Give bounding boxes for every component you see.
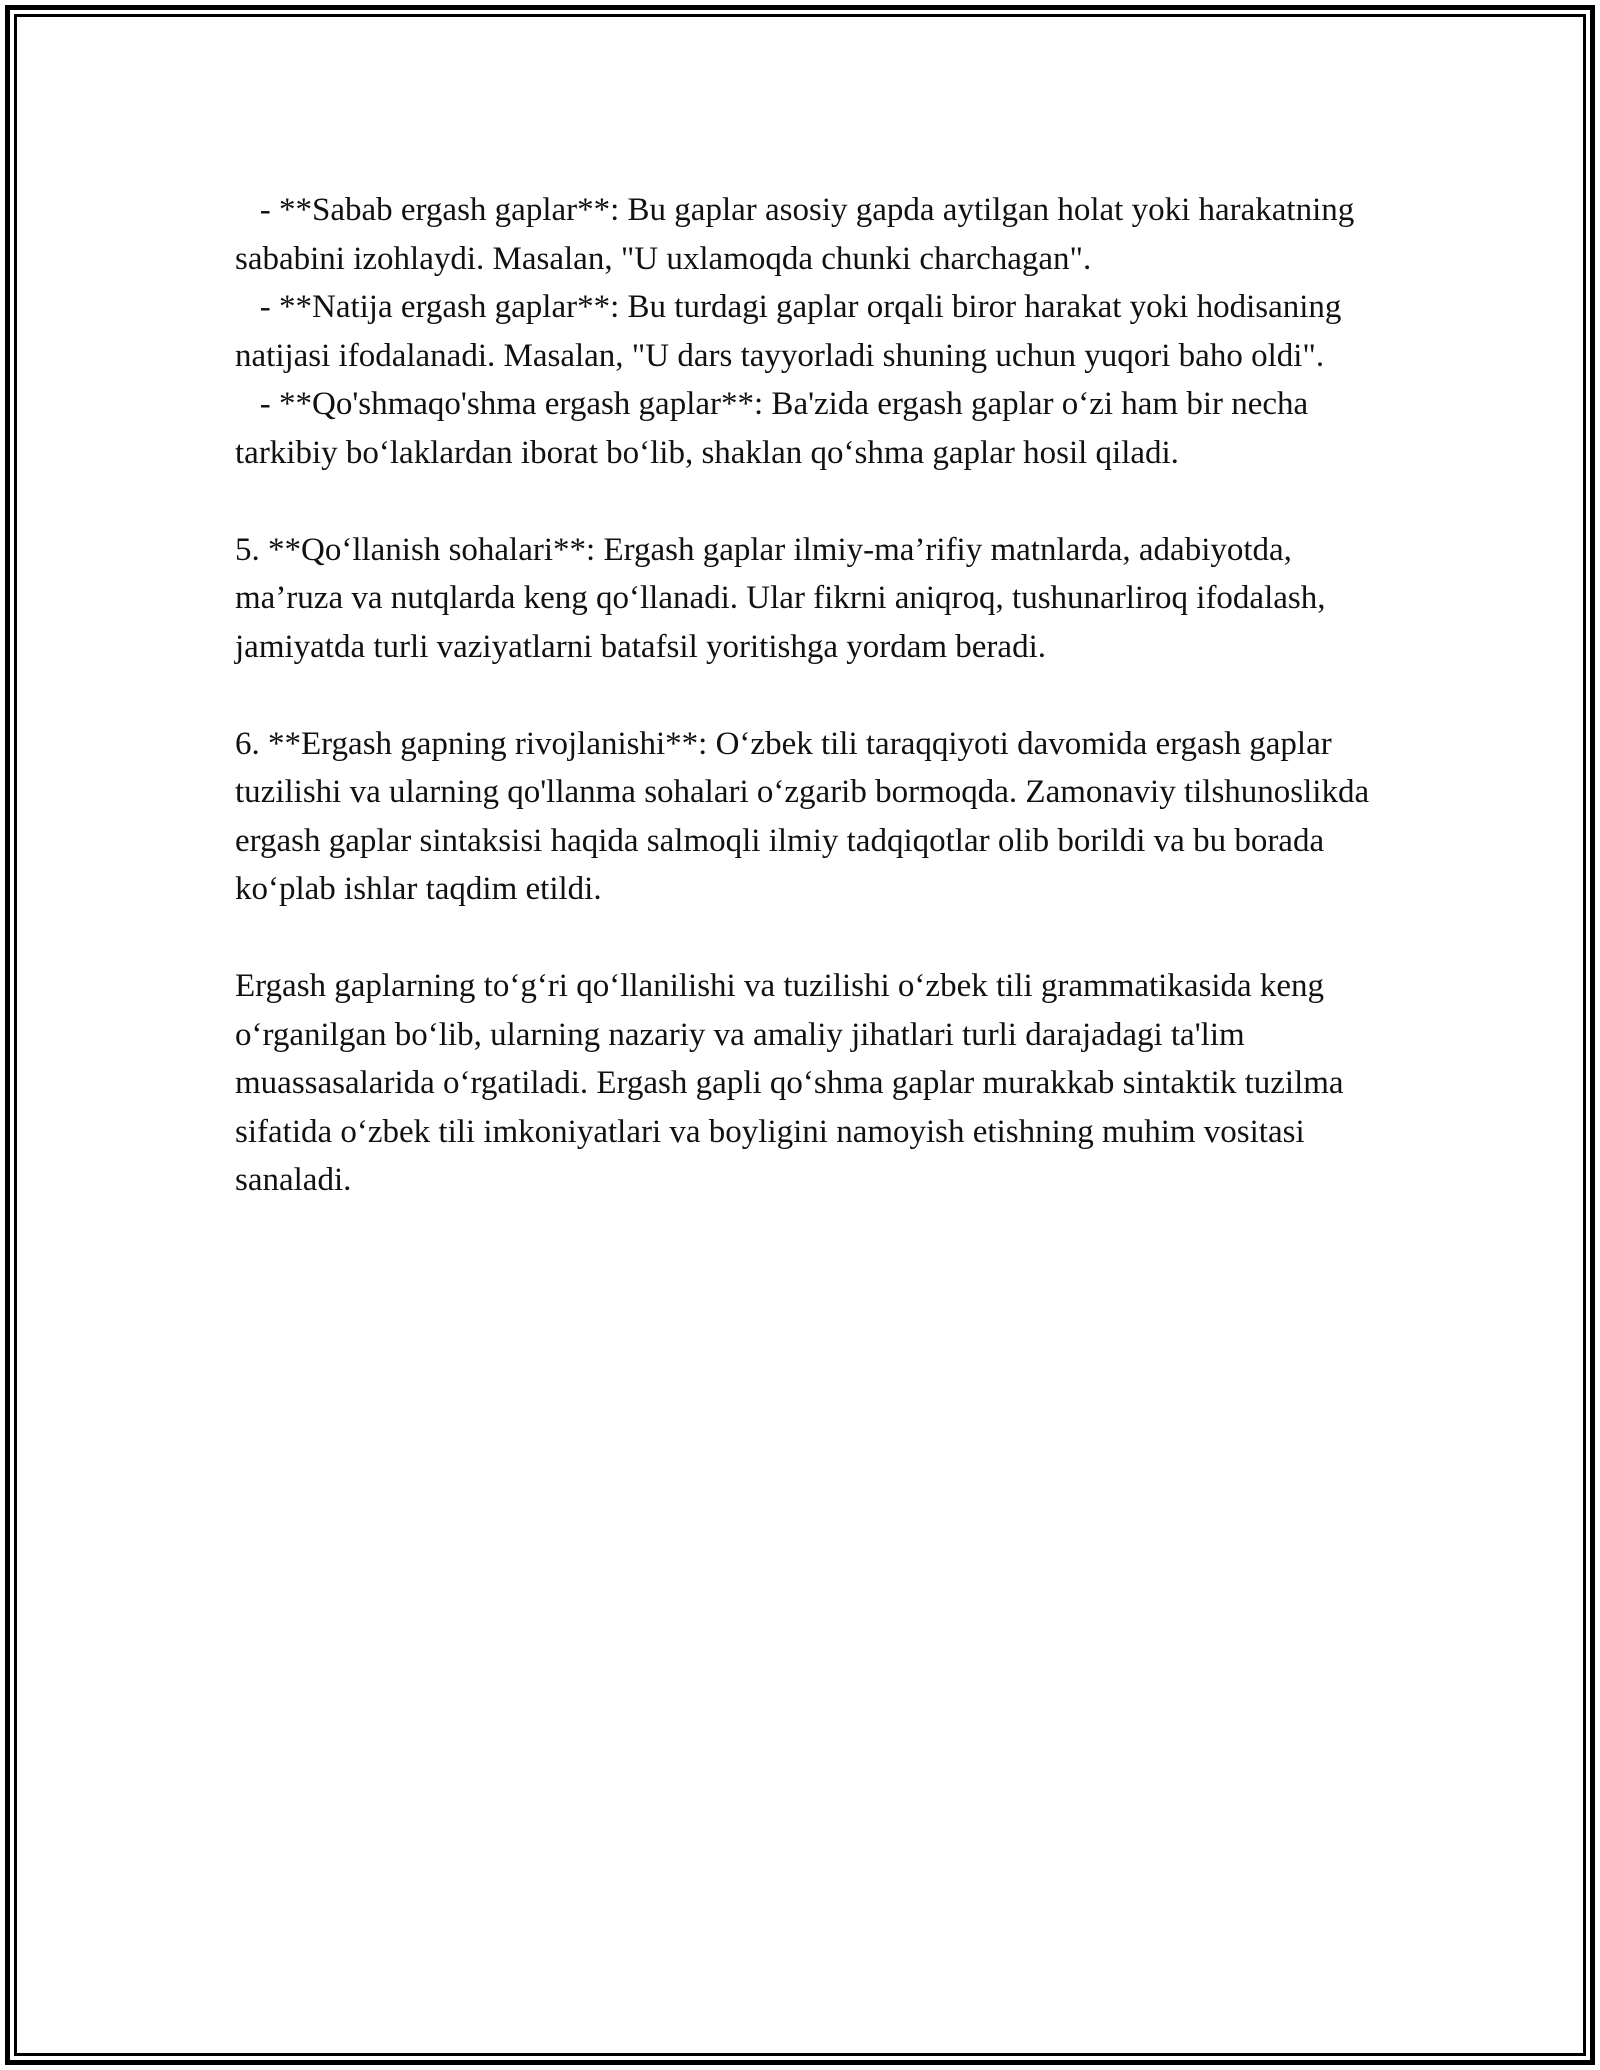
paragraph-conclusion: Ergash gaplarning to‘g‘ri qo‘llanilishi va tuzilishi o‘zbek tili grammatikasida keng o‘rganilgan bo‘lib, ularning nazariy va amaliy jihatlari turli darajadagi ta'lim muassasalarida o‘rgatiladi. Ergash gapli qo‘shma gaplar murakkab sintaktik tuzilma sifatida o‘zbek tili imkoniyatlari va boyligini namoyish etishning muhim vositasi sanaladi. bbox=[235, 968, 1352, 1198]
paragraph-qollanish-sohalari: 5. **Qo‘llanish sohalari**: Ergash gaplar ilmiy-ma’rifiy matnlarda, adabiyotda, ma’ruza va nutqlarda keng qo‘llanadi. Ular fikrni aniqroq, tushunarliroq ifodalash, jamiyatda turli vaziyatlarni batafsil yoritishga yordam beradi. bbox=[235, 531, 1334, 665]
paragraph-sabab-ergash-gaplar: - **Sabab ergash gaplar**: Bu gaplar asosiy gapda aytilgan holat yoki harakatning sababini izohlaydi. Masalan, "U uxlamoqda chunki charchagan". bbox=[235, 192, 1363, 277]
paragraph-spacer bbox=[235, 914, 1380, 963]
paragraph-ergash-gap-rivojlanishi: 6. **Ergash gapning rivojlanishi**: O‘zbek tili taraqqiyoti davomida ergash gaplar tuzilishi va ularning qo'llanma sohalari o‘zgarib bormoqda. Zamonaviy tilshunoslikda ergash gaplar sintaksisi haqida salmoqli ilmiy tadqiqotlar olib borildi va bu borada ko‘plab ishlar taqdim etildi. bbox=[235, 725, 1378, 907]
paragraph-qoshma-ergash-gaplar: - **Qo'shmaqo'shma ergash gaplar**: Ba'zida ergash gaplar o‘zi ham bir necha tarkibiy bo‘laklardan iborat bo‘lib, shaklan qo‘shma gaplar hosil qiladi. bbox=[235, 386, 1317, 471]
document-body bbox=[235, 186, 1380, 1205]
paragraph-spacer bbox=[235, 671, 1380, 720]
paragraph-spacer bbox=[235, 477, 1380, 526]
paragraph-natija-ergash-gaplar: - **Natija ergash gaplar**: Bu turdagi gaplar orqali biror harakat yoki hodisaning natijasi ifodalanadi. Masalan, "U dars tayyorladi shuning uchun yuqori baho oldi". bbox=[235, 289, 1350, 374]
